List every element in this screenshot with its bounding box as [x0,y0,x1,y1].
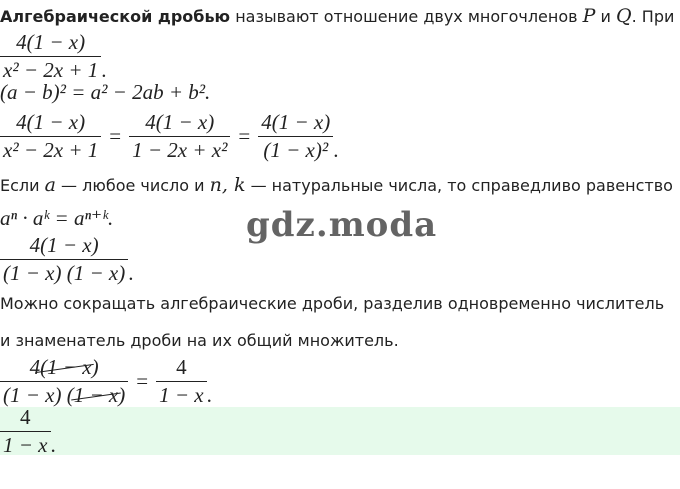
denominator-factor: (1 − x) [3,383,62,407]
answer-highlight [0,407,680,455]
equals-sign: = [238,124,251,148]
definition-line [0,6,674,27]
fraction-denominator: (1 − x) (1 − x) [3,261,126,285]
square-identity: (a − b)² = a² − 2ab + b². [0,80,211,104]
power-identity: aⁿ · aᵏ = aⁿ⁺ᵏ. [0,206,114,230]
definition-and: и [595,7,617,26]
fraction-numerator: 4(1 − x) [0,110,101,137]
condition-text: — любое число и [55,176,210,195]
fraction-numerator: 4(1 − x) [0,30,101,57]
fraction-chain [0,110,338,163]
condition-line [0,175,673,196]
result-numerator: 4 [156,355,207,382]
answer-numerator: 4 [0,405,51,432]
result-denominator: 1 − x [159,383,204,407]
cancellation-equation [0,355,212,408]
answer-denominator: 1 − x [3,433,48,457]
definition-text: называют отношение двух многочленов [230,7,583,26]
equals-sign: = [109,124,122,148]
answer-fraction [0,405,56,458]
fraction-denominator: 1 − 2x + x² [132,138,228,162]
definition-term: Алгебраической дробью [0,7,231,26]
period: . [50,433,56,457]
var-nk: n, k [209,174,246,196]
rule-line-1: Можно сокращать алгебраические дроби, разделив одновременно числитель [0,294,665,313]
cancelled-denominator-factor: (1 − x) [66,383,126,407]
fraction-denominator: x² − 2x + 1 [3,58,99,82]
fraction-numerator: 4(1 − x) [129,110,230,137]
fraction-numerator: 4(1 − x) [258,110,333,137]
definition-end: . При [631,7,675,26]
condition-text: — натуральные числа, то справедливо равенство [245,176,673,195]
period: . [333,138,339,162]
condition-text: Если [0,176,45,195]
example-fraction-2 [0,233,133,286]
var-q: Q [616,5,632,27]
rule-line-2: и знаменатель дроби на их общий множитель. [0,331,399,350]
var-p: P [582,5,596,27]
example-fraction-1 [0,30,107,83]
period: . [206,383,212,407]
fraction-numerator: 4(1 − x) [0,233,128,260]
period: . [101,58,107,82]
fraction-denominator: x² − 2x + 1 [3,138,99,162]
cancelled-numerator: 4(1 − x) [29,355,99,379]
equals-sign: = [136,369,149,393]
period: . [128,261,134,285]
fraction-denominator: (1 − x)² [263,138,329,162]
watermark-logo: gdz.moda [246,205,438,245]
var-a: a [44,174,56,196]
